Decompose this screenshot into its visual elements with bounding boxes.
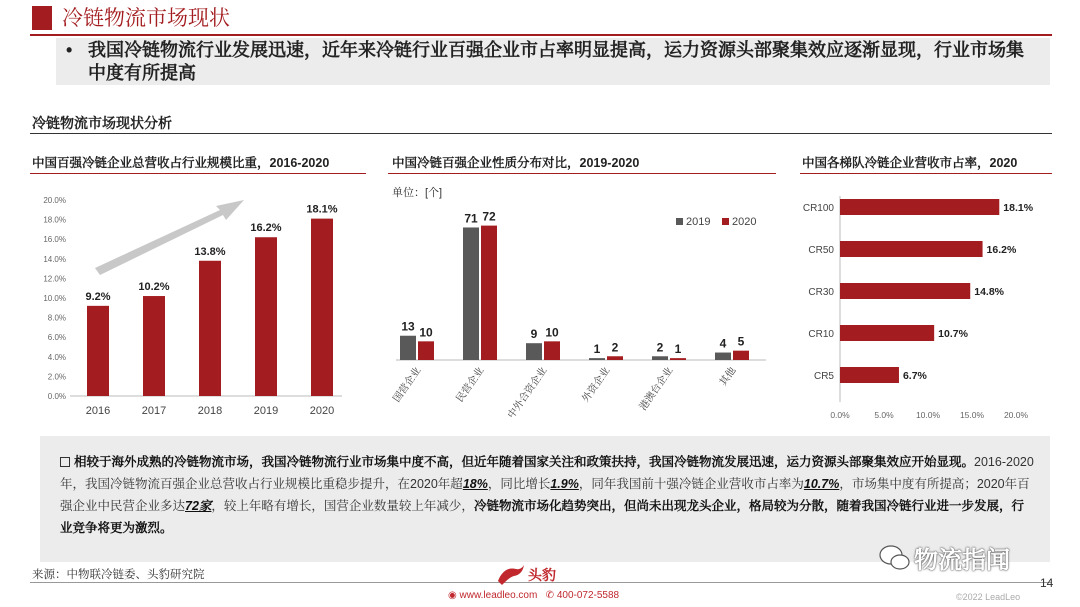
x-tick-label: 5.0% [874,410,894,420]
summary-box [56,38,1050,85]
data-label: 2 [611,340,619,355]
bar [544,341,560,360]
bar [143,296,165,396]
section-divider [30,133,1052,134]
section-title: 冷链物流市场现状分析 [32,115,172,131]
x-tick-label: 2019 [253,405,279,417]
data-label: 72 [482,209,496,224]
note-highlight-4: 72家 [185,499,212,513]
bar [840,325,934,341]
contact-line [448,590,619,601]
page-number: 14 [1040,576,1054,590]
bar [418,341,434,360]
data-label: 10.7% [938,328,968,340]
bar [526,343,542,360]
bar [840,241,983,257]
x-tick-label: 20.0% [1003,410,1029,420]
legend-swatch [676,218,683,225]
phone-icon: ✆ [545,590,555,601]
data-label: 9.2% [85,290,111,303]
website-link[interactable]: www.leadleo.com [459,590,538,601]
bar [463,227,479,360]
revenue-share-chart [30,180,370,420]
source-text: 来源：中物联冷链委、头豹研究院 [32,569,205,581]
note-highlight-2: 1.9% [550,477,579,491]
bar [255,237,277,396]
data-label: 10.2% [138,281,170,294]
y-tick-label: 14.0% [43,254,66,264]
note-text-5: ，较上年略有增长，国营企业数量较上年减少， [211,499,474,513]
chart2-title: 中国冷链百强企业性质分布对比，2019-2020 [392,156,640,170]
note-text-4: ，市场集中度有所提高；2020年百强企业中民营企业多达 [60,477,1030,513]
y-tick-label: 2.0% [47,372,66,382]
x-tick-label: 10.0% [915,410,941,420]
globe-icon: ◉ [448,590,457,601]
chart3-divider [800,173,1052,174]
bar [481,226,497,360]
bar [589,358,605,360]
y-tick-label: 6.0% [47,333,66,343]
note-bold-1: 相较于海外成熟的冷链物流市场，我国冷链物流行业市场集中度不高，但近年随着国家关注和政策扶持，我国冷链物流发展迅速，运力资源头部聚集效应开始显现。 [74,455,975,469]
bar [840,199,999,215]
x-tick-label: 外资企业 [580,365,613,405]
bar [670,358,686,360]
legend-swatch [722,218,729,225]
x-tick-label: 港澳台企业 [637,365,676,413]
x-tick-label: 其他 [717,365,739,389]
y-tick-label: CR5 [813,371,834,382]
y-tick-label: 8.0% [47,313,66,323]
bar [840,367,899,383]
note-text-2: ，同比增长 [487,477,551,491]
data-label: 6.7% [902,370,927,382]
watermark-text: 物流指闻 [914,547,1010,574]
bar [715,353,731,360]
leopard-logo-icon [496,563,526,587]
data-label: 14.8% [974,286,1005,298]
data-label: 13 [401,319,415,334]
x-tick-label: 2020 [309,405,335,417]
chart1-title: 中国百强冷链企业总营收占行业规模比重，2016-2020 [32,156,330,170]
data-label: 16.2% [250,222,282,235]
phone-number: 400-072-5588 [556,590,620,601]
bar [840,283,970,299]
y-tick-label: CR100 [802,203,834,214]
x-tick-label: 2017 [141,405,167,417]
chart2-unit: 单位：[个] [392,187,443,199]
data-label: 71 [464,211,478,226]
bar [400,336,416,360]
data-label: 18.1% [1003,202,1034,214]
x-tick-label: 15.0% [959,410,985,420]
bar [733,351,749,360]
data-label: 10 [545,325,559,340]
data-label: 2 [656,340,664,355]
tier-share-chart [798,180,1058,425]
x-tick-label: 0.0% [830,410,850,420]
title-divider [30,34,1052,36]
note-highlight-3: 10.7% [803,477,840,491]
x-tick-label: 2018 [197,405,223,417]
y-tick-label: CR10 [808,329,834,340]
data-label: 16.2% [986,244,1017,256]
wechat-icon [878,543,912,573]
y-tick-label: 0.0% [47,392,66,401]
y-tick-label: 16.0% [43,235,66,245]
data-label: 1 [674,342,682,357]
trend-arrow-icon [95,200,244,275]
x-tick-label: 民营企业 [454,365,487,405]
bar [311,219,333,396]
chart1-divider [30,173,366,174]
data-label: 18.1% [306,203,338,216]
x-tick-label: 国营企业 [391,365,424,405]
bar [199,261,221,396]
ownership-chart [388,180,780,425]
y-tick-label: CR30 [808,287,834,298]
bar [652,356,668,360]
data-label: 1 [593,342,601,357]
page-title: 冷链物流市场现状 [62,7,230,30]
data-label: 5 [737,334,745,349]
copyright: ©2022 LeadLeo [956,592,1021,602]
x-tick-label: 中外合资企业 [506,365,550,421]
y-tick-label: 4.0% [47,352,66,362]
checkbox-icon [60,457,70,467]
note-text-3: ，同年我国前十强冷链企业营收市占率为 [578,477,804,491]
chart3-title: 中国各梯队冷链企业营收市占率，2020 [802,156,1018,170]
legend-label: 2020 [732,216,757,228]
note-highlight-1: 18% [462,477,488,491]
bar [607,356,623,360]
data-label: 9 [530,327,538,342]
logo-text: 头豹 [528,567,556,583]
bar [87,306,109,396]
data-label: 13.8% [194,245,226,258]
x-tick-label: 2016 [85,405,111,417]
data-label: 4 [719,336,727,351]
summary-bullet: • [66,40,73,60]
y-tick-label: 20.0% [43,196,66,205]
y-tick-label: CR50 [808,245,834,256]
note-text-1: 2016-2020年，我国冷链物流百强企业总营收占行业规模比重稳步提升，在2020年超 [60,455,1034,491]
chart2-divider [388,173,776,174]
data-label: 10 [419,325,433,340]
y-tick-label: 18.0% [43,215,66,225]
legend-label: 2019 [686,216,711,228]
y-tick-label: 10.0% [43,294,66,303]
title-marker [32,6,52,30]
y-tick-label: 12.0% [43,274,66,284]
summary-text: 我国冷链物流行业发展迅速，近年来冷链行业百强企业市占率明显提高，运力资源头部聚集效应逐渐显现，行业市场集中度有所提高 [88,40,1024,83]
note-bold-2: 冷链物流市场化趋势突出，但尚未出现龙头企业，格局较为分散，随着我国冷链行业进一步发展，行业竞争将更为激烈。 [60,499,1024,535]
